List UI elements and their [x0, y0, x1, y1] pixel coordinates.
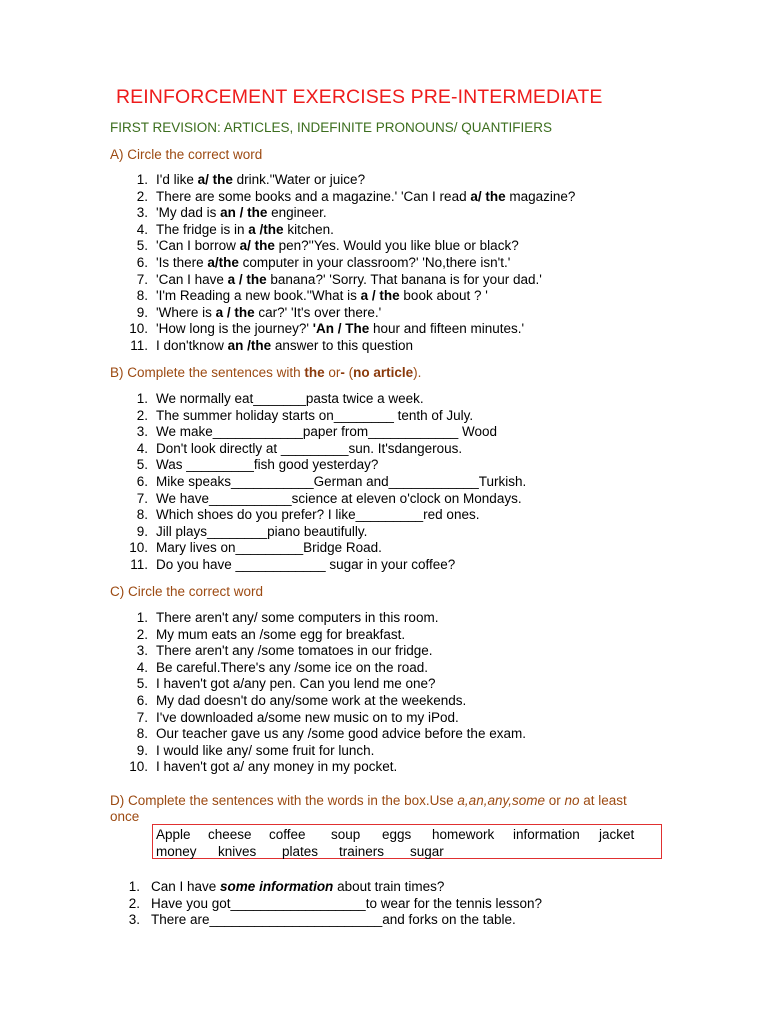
section-d-heading-or: or: [544, 793, 565, 808]
list-item: [0, 557, 526, 574]
item-number: 5.: [136, 676, 148, 692]
item-choice: a / the: [360, 288, 400, 304]
section-b-list: [0, 391, 526, 574]
list-item: [0, 524, 526, 541]
section-b-heading: [110, 365, 421, 381]
item-text: 'My dad is: [156, 205, 221, 221]
list-item: 3. There are_______________________and forks on the table.: [128, 912, 516, 928]
item-text: hour and fifteen minutes.': [369, 321, 525, 337]
word-box-item: jacket: [599, 827, 635, 842]
item-number: 4.: [136, 440, 148, 456]
item-text: computer in your classroom?' 'No,there isn't.': [238, 254, 511, 270]
section-d-heading-once: once: [110, 809, 140, 824]
item-text: The summer holiday starts on________ tenth of July.: [156, 407, 474, 423]
item-choice: an / the: [220, 205, 268, 221]
section-c-heading: C) Circle the correct word: [110, 584, 264, 599]
item-text: We normally eat_______pasta twice a week.: [156, 391, 424, 406]
item-text: I've downloaded a/some new music on to my iPod.: [156, 709, 459, 725]
item-number: 8.: [136, 507, 148, 523]
item-number: 8.: [136, 288, 148, 304]
item-number: 2.: [136, 626, 148, 642]
item-number: 11.: [130, 337, 148, 353]
item-text: 'Is there: [156, 254, 208, 270]
list-item: [0, 272, 575, 289]
item-text: My dad doesn't do any/some work at the weekends.: [156, 692, 467, 708]
item-choice: a/ the: [239, 238, 275, 254]
item-text: answer to this question: [271, 337, 413, 353]
list-item: [0, 408, 526, 425]
item-text: Have you got__________________to wear for the tennis lesson?: [151, 895, 543, 911]
section-d-heading-no: no: [564, 793, 580, 808]
list-item: [0, 305, 575, 322]
word-box-item: trainers: [339, 844, 385, 859]
item-text: I haven't got a/ any money in my pocket.: [156, 759, 398, 775]
list-item: [0, 238, 575, 255]
list-item: [0, 627, 526, 644]
list-item: [0, 759, 526, 776]
section-d-heading-post: at least: [579, 793, 627, 808]
item-number: 1.: [136, 172, 148, 187]
item-text: We make____________paper from____________ Wood: [156, 424, 498, 440]
word-box-item: Apple: [156, 827, 191, 842]
item-number: 4.: [136, 659, 148, 675]
list-item: [0, 222, 575, 239]
item-text: 'Where is: [156, 304, 216, 320]
section-c-list: [0, 610, 526, 776]
item-number: 8.: [136, 726, 148, 742]
item-text: 'Can I borrow: [156, 238, 240, 254]
item-text: There aren't any/ some computers in this room.: [156, 610, 439, 625]
section-a-heading: A) Circle the correct word: [110, 147, 263, 162]
item-text: Do you have ____________ sugar in your coffee?: [156, 556, 456, 572]
item-text: 'Can I have: [156, 271, 228, 287]
section-d-list: [0, 879, 542, 929]
list-item: [0, 540, 526, 557]
list-item: [0, 189, 575, 206]
section-a-list: [0, 172, 575, 355]
item-number: 6.: [136, 692, 148, 708]
item-text: magazine?: [505, 188, 576, 204]
item-number: 10.: [129, 759, 148, 775]
item-number: 4.: [136, 221, 148, 237]
section-d-heading: [110, 793, 670, 825]
item-choice: an /the: [227, 337, 272, 353]
item-number: 7.: [136, 490, 148, 506]
item-text: Which shoes do you prefer? I like_________red ones.: [156, 507, 480, 523]
item-text: I'd like: [156, 172, 198, 187]
list-item: [0, 726, 526, 743]
section-b-heading-close: ).: [413, 365, 422, 380]
item-text: car?' 'It's over there.': [254, 304, 382, 320]
item-text: Mary lives on_________Bridge Road.: [156, 540, 382, 556]
item-text: kitchen.: [283, 221, 334, 237]
item-number: 10.: [129, 321, 148, 337]
item-number: 6.: [136, 473, 148, 489]
item-text: drink.''Water or juice?: [232, 172, 366, 187]
list-item: [0, 660, 526, 677]
item-text: 'I'm Reading a new book.''What is: [156, 288, 361, 304]
word-box-item: money: [156, 844, 197, 859]
section-b-heading-open: (: [344, 365, 354, 380]
section-b-heading-or: or: [324, 365, 341, 380]
list-item: [0, 693, 526, 710]
list-item: [0, 391, 526, 408]
list-item: [0, 338, 575, 355]
section-b-heading-no-article: no article: [353, 365, 414, 380]
item-number: 2.: [136, 188, 148, 204]
list-item: [0, 491, 526, 508]
list-item: [0, 424, 526, 441]
item-number: 9.: [136, 304, 148, 320]
item-text: We have___________science at eleven o'clock on Mondays.: [156, 490, 522, 506]
list-item: [0, 288, 575, 305]
item-text: Be careful.There's any /some ice on the road.: [156, 659, 428, 675]
list-item: [0, 255, 575, 272]
item-text: Can I have: [151, 879, 221, 894]
list-item: 2. Have you got__________________to wear for the tennis lesson?: [128, 895, 543, 911]
item-number: 7.: [136, 709, 148, 725]
item-choice: a / the: [227, 271, 267, 287]
item-text: There are_______________________and forks on the table.: [151, 912, 516, 928]
item-text: Jill plays________piano beautifully.: [156, 523, 368, 539]
list-item: [0, 610, 526, 627]
list-item: [0, 457, 526, 474]
section-b-heading-text: B) Complete the sentences with: [110, 365, 305, 380]
item-number: 7.: [136, 271, 148, 287]
item-text: There are some books and a magazine.' 'Can I read: [156, 188, 471, 204]
word-box: [152, 824, 662, 859]
item-number: 9.: [136, 523, 148, 539]
section-d-heading-text: D) Complete the sentences with the words in the box.Use: [110, 793, 458, 808]
item-text: Don't look directly at _________sun. It'sdangerous.: [156, 440, 463, 456]
item-number: 1.: [136, 610, 148, 625]
item-text: Was _________fish good yesterday?: [156, 457, 379, 473]
worksheet-subtitle: FIRST REVISION: ARTICLES, INDEFINITE PRONOUNS/ QUANTIFIERS: [110, 120, 553, 135]
item-choice: a /the: [248, 221, 284, 237]
list-item: 1. Can I have some information about train times?: [128, 879, 445, 894]
section-d-heading-words: a,an,any,some: [457, 793, 545, 808]
list-item: [0, 743, 526, 760]
item-text: I haven't got a/any pen. Can you lend me one?: [156, 676, 436, 692]
list-item: [0, 441, 526, 458]
item-text: pen?''Yes. Would you like blue or black?: [274, 238, 519, 254]
item-text: I would like any/ some fruit for lunch.: [156, 742, 375, 758]
list-item: [0, 643, 526, 660]
item-text: about train times?: [333, 879, 445, 894]
worksheet-title: REINFORCEMENT EXERCISES PRE-INTERMEDIATE: [116, 86, 603, 108]
list-item: [0, 474, 526, 491]
item-text: The fridge is in: [156, 221, 249, 237]
list-item: [0, 507, 526, 524]
word-box-item: homework: [432, 827, 495, 842]
item-text: book about ? ': [399, 288, 488, 304]
item-number: 6.: [136, 254, 148, 270]
item-text: banana?' 'Sorry. That banana is for your dad.': [266, 271, 542, 287]
list-item: [0, 710, 526, 727]
word-box-item: soup: [331, 827, 361, 842]
item-choice: a/ the: [470, 188, 506, 204]
section-b-heading-the: the: [304, 365, 325, 380]
section-b-heading-dash: -: [340, 365, 345, 380]
item-number: 5.: [136, 457, 148, 473]
item-text: My mum eats an /some egg for breakfast.: [156, 626, 406, 642]
item-number: 3.: [136, 424, 148, 440]
list-item: [0, 676, 526, 693]
item-number: 10.: [129, 540, 148, 556]
word-box-item: plates: [282, 844, 319, 859]
item-number: 3.: [136, 205, 148, 221]
list-item: [0, 205, 575, 222]
word-box-item: cheese: [208, 827, 252, 842]
item-choice: a / the: [215, 304, 255, 320]
word-box-item: sugar: [410, 844, 444, 859]
list-item: [0, 172, 575, 189]
item-number: 11.: [130, 556, 148, 572]
list-item: [0, 321, 575, 338]
word-box-item: knives: [218, 844, 257, 859]
item-text: I don'tknow: [156, 337, 228, 353]
item-number: 5.: [136, 238, 148, 254]
item-text: Our teacher gave us any /some good advice before the exam.: [156, 726, 526, 742]
item-text: 'How long is the journey?': [156, 321, 313, 337]
item-number: 3.: [136, 643, 148, 659]
word-box-item: information: [513, 827, 580, 842]
word-box-item: coffee: [269, 827, 306, 842]
word-box-item: eggs: [382, 827, 412, 842]
item-choice: a/ the: [197, 172, 233, 187]
item-number: 9.: [136, 742, 148, 758]
item-choice: 'An / The: [312, 321, 370, 337]
item-number: 1.: [136, 391, 148, 406]
item-choice: a/the: [207, 254, 239, 270]
item-answer: some information: [220, 879, 334, 894]
item-text: engineer.: [267, 205, 327, 221]
item-text: Mike speaks___________German and____________Turkish.: [156, 473, 527, 489]
item-text: There aren't any /some tomatoes in our fridge.: [156, 643, 433, 659]
item-number: 2.: [136, 407, 148, 423]
